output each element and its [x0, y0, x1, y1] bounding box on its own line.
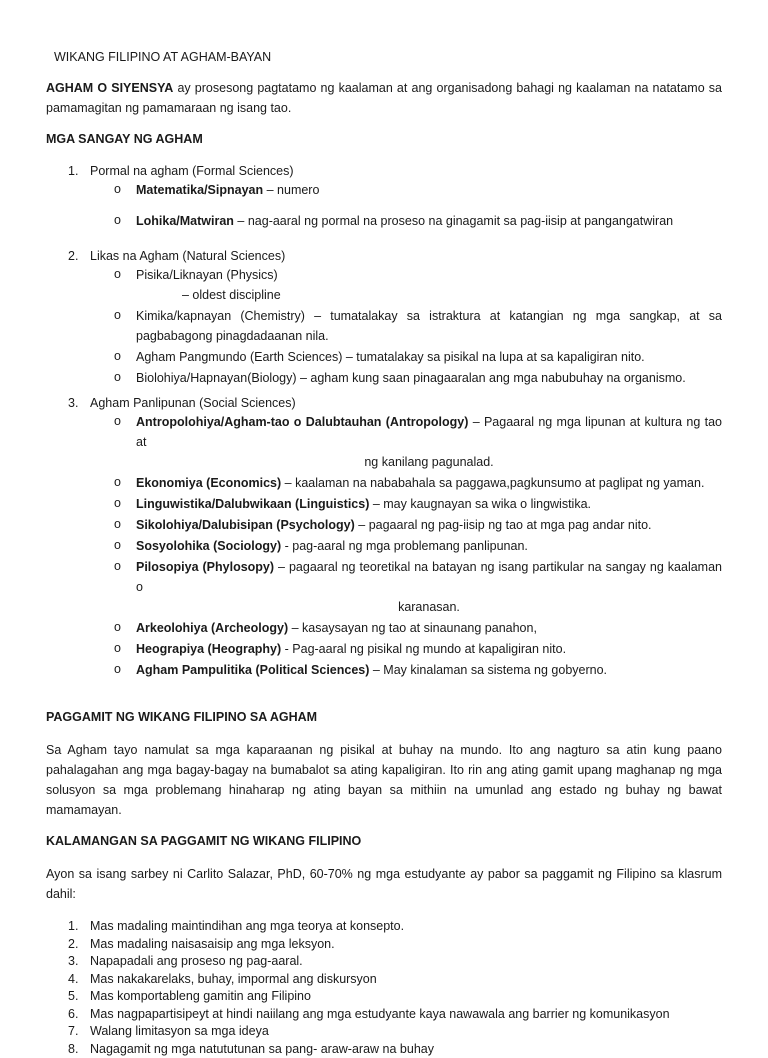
- list-number: 8.: [46, 1041, 90, 1058]
- list-number: 2.: [46, 936, 90, 954]
- natural-sciences-section: [46, 247, 722, 388]
- bullet-icon: o: [46, 494, 136, 514]
- list-item: [46, 618, 722, 638]
- item-desc: – numero: [263, 183, 319, 197]
- item-desc-continued: karanasan.: [136, 597, 722, 617]
- benefit-text: Walang limitasyon sa mga ideya: [90, 1023, 269, 1041]
- benefit-text: Mas madaling naisasaisip ang mga leksyon.: [90, 936, 335, 954]
- item-term: Pilosopiya (Phylosopy): [136, 560, 274, 574]
- list-number: 6.: [46, 1006, 90, 1024]
- item-term: Sosyolohika (Sociology): [136, 539, 281, 553]
- list-item: [46, 515, 722, 535]
- list-item: [46, 306, 722, 346]
- benefit-text: Mas komportableng gamitin ang Filipino: [90, 988, 311, 1006]
- bullet-icon: o: [46, 660, 136, 680]
- item-term: Agham Pampulitika (Political Sciences): [136, 663, 369, 677]
- list-number: 3.: [46, 394, 90, 412]
- natural-sciences-item: [46, 247, 722, 265]
- item-term: Ekonomiya (Economics): [136, 476, 281, 490]
- item-term: Lohika/Matwiran: [136, 214, 234, 228]
- benefit-text: Mas madaling maintindihan ang mga teorya at konsepto.: [90, 918, 404, 936]
- item-term: Matematika/Sipnayan: [136, 183, 263, 197]
- list-number: 1.: [46, 162, 90, 180]
- social-sciences-section: [46, 394, 722, 680]
- list-number: 1.: [46, 918, 90, 936]
- item-desc: – Pagaaral ng mga lipunan at kultura ng tao at: [136, 415, 722, 449]
- item-term: Linguwistika/Dalubwikaan (Linguistics): [136, 497, 369, 511]
- bullet-icon: o: [46, 368, 136, 388]
- bullet-icon: o: [46, 412, 136, 472]
- survey-paragraph: Ayon sa isang sarbey ni Carlito Salazar, PhD, 60-70% ng mga estudyante ay pabor sa paggamit ng Filipino sa klasrum dahil:: [46, 864, 722, 904]
- benefit-text: Mas nakakarelaks, buhay, impormal ang diskursyon: [90, 971, 377, 989]
- item-term: Heograpiya (Heography): [136, 642, 281, 656]
- list-item: [46, 918, 722, 936]
- bullet-icon: o: [46, 473, 136, 493]
- list-number: 2.: [46, 247, 90, 265]
- benefit-text: Napapadali ang proseso ng pag-aaral.: [90, 953, 303, 971]
- intro-term: AGHAM O SIYENSYA: [46, 81, 173, 95]
- benefits-heading: KALAMANGAN SA PAGGAMIT NG WIKANG FILIPINO: [46, 832, 722, 850]
- benefit-text: Mas nagpapartisipeyt at hindi naiilang ang mga estudyante kaya nawawala ang barrier ng komunikasyon: [90, 1006, 670, 1024]
- social-sciences-item: [46, 394, 722, 412]
- list-item: [46, 180, 722, 200]
- list-item: [46, 971, 722, 989]
- document-title: WIKANG FILIPINO AT AGHAM-BAYAN: [54, 48, 722, 66]
- intro-text: ay prosesong pagtatamo ng kaalaman at ang organisadong bahagi ng kaalaman na natatamo sa pamamagitan ng pamamaraan ng isang tao.: [46, 81, 722, 115]
- formal-sciences-section: [46, 162, 722, 231]
- list-item: [46, 1023, 722, 1041]
- list-item: [46, 639, 722, 659]
- list-item: [46, 1041, 722, 1058]
- list-item: [46, 265, 722, 305]
- list-item: [46, 368, 722, 388]
- item-desc: – nag-aaral ng pormal na proseso na ginagamit sa pag-iisip at pangangatwiran: [234, 214, 673, 228]
- list-number: 3.: [46, 953, 90, 971]
- benefits-list: [46, 918, 722, 1058]
- item-desc: – pagaaral ng pag-iisip ng tao at mga pag andar nito.: [355, 518, 652, 532]
- item-desc: – pagaaral ng teoretikal na batayan ng isang partikular na sangay ng kaalaman o: [136, 560, 722, 594]
- benefit-text: Nagagamit ng mga natututunan sa pang- araw-araw na buhay: [90, 1041, 434, 1058]
- item-desc: – kaalaman na nababahala sa paggawa,pagkunsumo at paglipat ng yaman.: [281, 476, 704, 490]
- list-item: [46, 412, 722, 472]
- item-term: Arkeolohiya (Archeology): [136, 621, 288, 635]
- bullet-icon: o: [46, 180, 136, 200]
- bullet-icon: o: [46, 557, 136, 617]
- branches-heading: MGA SANGAY NG AGHAM: [46, 130, 722, 148]
- list-number: 4.: [46, 971, 90, 989]
- item-desc: - pag-aaral ng mga problemang panlipunan.: [281, 539, 528, 553]
- bullet-icon: o: [46, 618, 136, 638]
- list-item: [46, 557, 722, 617]
- document-page: [46, 48, 722, 1058]
- list-item: [46, 936, 722, 954]
- list-number: 5.: [46, 988, 90, 1006]
- item-term: Antropolohiya/Agham-tao o Dalubtauhan (Antropology): [136, 415, 468, 429]
- list-number: 7.: [46, 1023, 90, 1041]
- item-text: Agham Pangmundo (Earth Sciences) – tumatalakay sa pisikal na lupa at sa kapaligiran nito.: [136, 347, 722, 367]
- bullet-icon: o: [46, 536, 136, 556]
- bullet-icon: o: [46, 211, 136, 231]
- bullet-icon: o: [46, 347, 136, 367]
- item-desc: – kasaysayan ng tao at sinaunang panahon,: [288, 621, 537, 635]
- item-text: Kimika/kapnayan (Chemistry) – tumatalakay sa istraktura at katangian ng mga sangkap, at sa pagbabagong pinagdadaanan nila.: [136, 306, 722, 346]
- physics-label: Pisika/Liknayan (Physics): [136, 268, 278, 282]
- list-item: [46, 347, 722, 367]
- physics-note: – oldest discipline: [136, 285, 722, 305]
- usage-heading: PAGGAMIT NG WIKANG FILIPINO SA AGHAM: [46, 708, 722, 726]
- bullet-icon: o: [46, 639, 136, 659]
- bullet-icon: o: [46, 265, 136, 305]
- list-item: [46, 536, 722, 556]
- intro-paragraph: [46, 78, 722, 118]
- bullet-icon: o: [46, 515, 136, 535]
- natural-sciences-label: Likas na Agham (Natural Sciences): [90, 247, 722, 265]
- formal-sciences-label: Pormal na agham (Formal Sciences): [90, 162, 722, 180]
- item-desc: – may kaugnayan sa wika o lingwistika.: [369, 497, 591, 511]
- list-item: [46, 660, 722, 680]
- list-item: [46, 473, 722, 493]
- list-item: [46, 211, 722, 231]
- list-item: [46, 953, 722, 971]
- list-item: [46, 988, 722, 1006]
- list-item: [46, 1006, 722, 1024]
- social-sciences-label: Agham Panlipunan (Social Sciences): [90, 394, 722, 412]
- item-desc-continued: ng kanilang pagunalad.: [136, 452, 722, 472]
- item-desc: – May kinalaman sa sistema ng gobyerno.: [369, 663, 607, 677]
- formal-sciences-item: [46, 162, 722, 180]
- item-term: Sikolohiya/Dalubisipan (Psychology): [136, 518, 355, 532]
- bullet-icon: o: [46, 306, 136, 346]
- item-text: Biolohiya/Hapnayan(Biology) – agham kung saan pinagaaralan ang mga nabubuhay na organismo.: [136, 368, 722, 388]
- usage-paragraph: Sa Agham tayo namulat sa mga kaparaanan ng pisikal at buhay na mundo. Ito ang nagturo sa atin kung paano pahalagahan ang mga bagay-bagay na bumabalot sa ating kapaligiran. Ito rin ang ating gamit upang maghanap ng mga solusyon sa mga problemang hinaharap ng ating bayan sa mithiin na umunlad ang estado ng buhay ng bawat mamamayan.: [46, 740, 722, 820]
- item-desc: - Pag-aaral ng pisikal ng mundo at kapaligiran nito.: [281, 642, 566, 656]
- list-item: [46, 494, 722, 514]
